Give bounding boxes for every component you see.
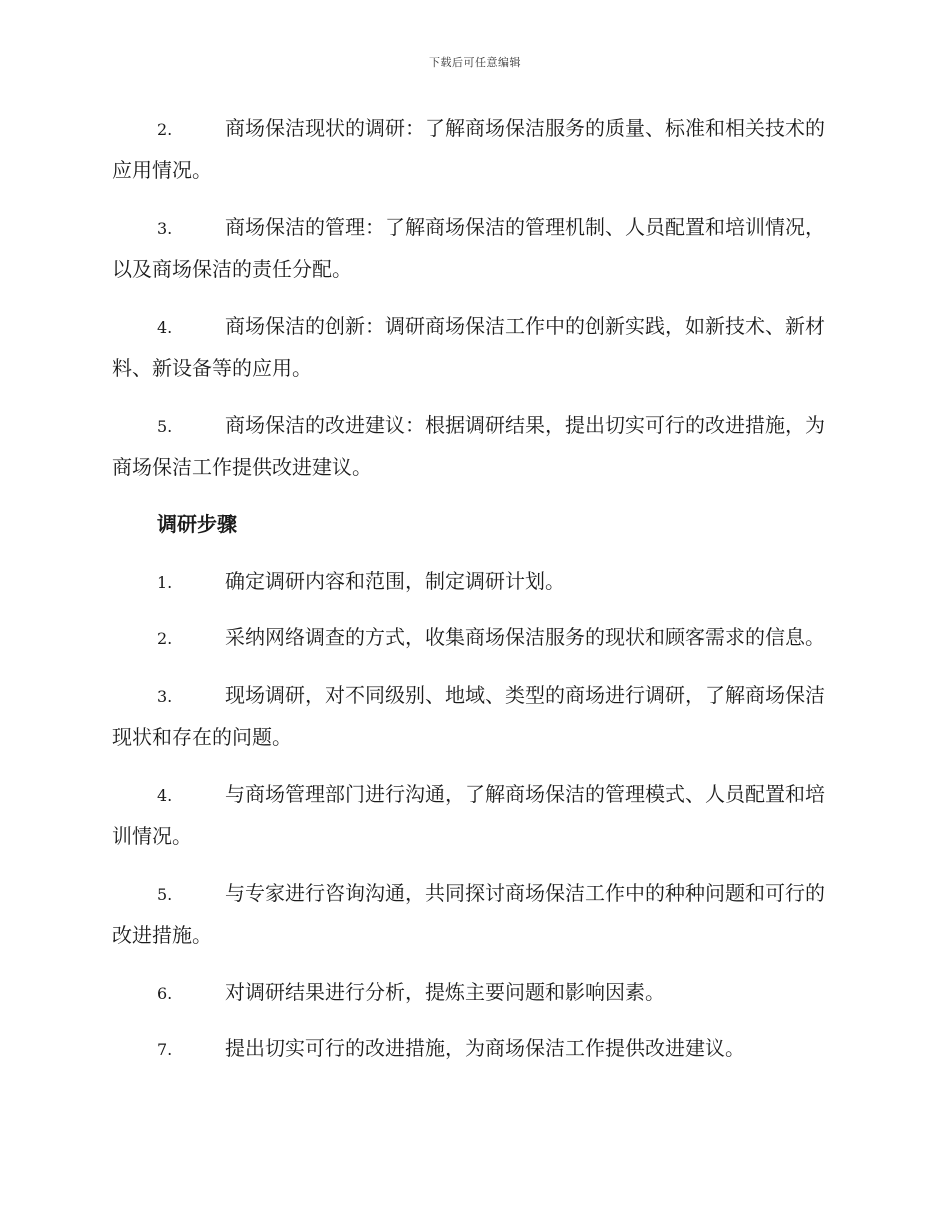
list-text: 商场保洁的改进建议：根据调研结果，提出切实可行的改进措施，为商场保洁工作提供改进建议。: [112, 413, 825, 479]
list-number: 4.: [157, 786, 173, 805]
list-item: [112, 306, 834, 389]
list-text: 对调研结果进行分析，提炼主要问题和影响因素。: [225, 980, 665, 1004]
list-number: 3.: [157, 687, 173, 706]
list-item: [112, 405, 834, 488]
list-item: [112, 972, 834, 1014]
list-number: 2.: [157, 120, 173, 139]
list-number: 5.: [157, 417, 173, 436]
list-number: 4.: [157, 318, 173, 337]
list-text: 确定调研内容和范围，制定调研计划。: [225, 569, 565, 593]
list-item: [112, 561, 834, 603]
list-number: 6.: [157, 984, 173, 1003]
list-text: 提出切实可行的改进措施，为商场保洁工作提供改进建议。: [225, 1036, 745, 1060]
list-text: 与商场管理部门进行沟通，了解商场保洁的管理模式、人员配置和培训情况。: [112, 782, 825, 848]
list-text: 商场保洁现状的调研：了解商场保洁服务的质量、标准和相关技术的应用情况。: [112, 116, 825, 182]
list-text: 与专家进行咨询沟通，共同探讨商场保洁工作中的种种问题和可行的改进措施。: [112, 881, 825, 947]
list-item: [112, 675, 834, 758]
list-number: 1.: [157, 573, 173, 592]
list-text: 采纳网络调查的方式，收集商场保洁服务的现状和顾客需求的信息。: [225, 625, 825, 649]
list-number: 5.: [157, 885, 173, 904]
section-heading: 调研步骤: [157, 512, 237, 536]
list-item: [112, 873, 834, 956]
list-item: [112, 108, 834, 191]
document-body: [112, 108, 834, 1084]
list-text: 商场保洁的管理：了解商场保洁的管理机制、人员配置和培训情况，以及商场保洁的责任分配。: [112, 215, 825, 281]
list-item: [112, 774, 834, 857]
list-number: 3.: [157, 219, 173, 238]
list-text: 商场保洁的创新：调研商场保洁工作中的创新实践，如新技术、新材料、新设备等的应用。: [112, 314, 825, 380]
list-number: 2.: [157, 629, 173, 648]
list-number: 7.: [157, 1040, 173, 1059]
list-text: 现场调研，对不同级别、地域、类型的商场进行调研，了解商场保洁现状和存在的问题。: [112, 683, 825, 749]
list-item: [112, 617, 834, 659]
list-item: [112, 207, 834, 290]
page-header: 下载后可任意编辑: [429, 56, 521, 69]
list-item: [112, 1028, 834, 1070]
